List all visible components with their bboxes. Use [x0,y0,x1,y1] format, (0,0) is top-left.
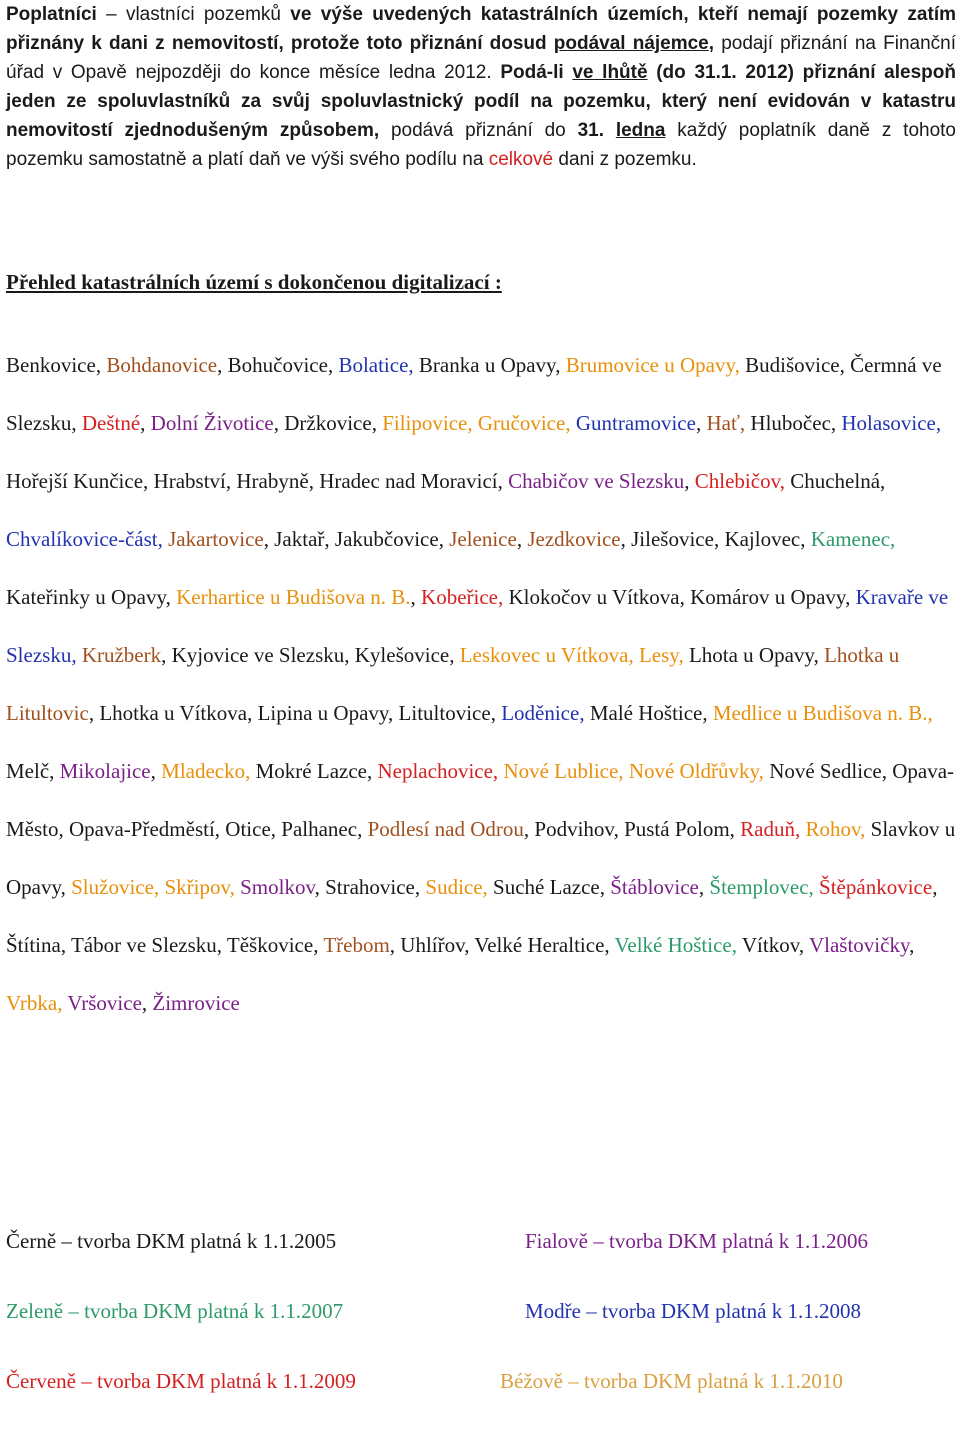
cadastral-area-name: Kravaře ve Slezsku, [6,585,949,667]
cadastral-area-name: Filipovice, [382,411,473,435]
cadastral-area-name: Chuchelná [790,469,881,493]
cadastral-area-name: Lhota u Opavy [688,643,814,667]
cadastral-area-name: Kajlovec [724,527,801,551]
cadastral-area-name: Budišovice [745,353,840,377]
legend-row [6,1229,956,1299]
cadastral-area-name: Kerhartice u Budišova n. B. [176,585,411,609]
cadastral-area-name: Komárov u Opavy [690,585,846,609]
cadastral-area-name: Malé Hoštice [589,701,703,725]
cadastral-area-name: Kružberk [81,643,162,667]
cadastral-area-name: Vítkov [741,933,799,957]
cadastral-area-name: Kamenec, [810,527,896,551]
cadastral-area-name: Hrabyně [236,469,309,493]
cadastral-area-list: Benkovice, Bohdanovice, Bohučovice, Bolatice, Branka u Opavy, Brumovice u Opavy, Budišovice, Čermná ve Slezsku, Deštné, Dolní Životice, Držkovice, Filipovice, Gručovice, Guntramovice, Hať, Hlubočec, Holasovice, Hořejší Kunčice, Hrabství, Hrabyně, Hradec nad Moravicí, Chabičov ve Slezsku, Chlebičov, Chuchelná, Chvalíkovice-část, Jakartovice, Jaktař, Jakubčovice, Jelenice, Jezdkovice, Jilešovice, Kajlovec, Kamenec, Kateřinky u Opavy, Kerhartice u Budišova n. B., Kobeřice, Klokočov u Vítkova, Komárov u Opavy, Kravaře ve Slezsku, Kružberk, Kyjovice ve Slezsku, Kylešovice, Leskovec u Vítkova, Lesy, Lhota u Opavy, Lhotka u Litultovic, Lhotka u Vítkova, Lipina u Opavy, Litultovice, Loděnice, Malé Hoštice, Medlice u Budišova n. B., Melč, Mikolajice, Mladecko, Mokré Lazce, Neplachovice, Nové Lublice, Nové Oldřůvky, Nové Sedlice, Opava-Město, Opava-Předměstí, Otice, Palhanec, Podlesí nad Odrou, Podvihov, Pustá Polom, Raduň, Rohov, Slavkov u Opavy, Služovice, Skřipov, Smolkov, Strahovice, Sudice, Suché Lazce, Štáblovice, Štemplovec, Štěpánkovice, Štítina, Tábor ve Slezsku, Těškovice, Třebom, Uhlířov, Velké Heraltice, Velké Hoštice, Vítkov, Vlaštovičky, Vrbka, Vršovice, Žimrovice [6,353,956,1015]
cadastral-area-name: Štítina [6,933,61,957]
intro-text-segment: dani z pozemku. [553,149,697,170]
legend-entry: Zeleně – tvorba DKM platná k 1.1.2007 [6,1299,344,1323]
cadastral-area-name: Hradec nad Moravicí [319,469,498,493]
cadastral-area-name: Opava-Předměstí [69,817,215,841]
intro-text-segment: Podá-li [500,62,573,83]
cadastral-area-name: Mladecko, [161,759,251,783]
cadastral-area-name: Chlebičov, [694,469,785,493]
cadastral-area-name: Podvihov [534,817,614,841]
intro-text-segment: podával nájemce [553,33,709,54]
cadastral-area-name: Jaktař [274,527,325,551]
intro-text-segment: – vlastníci pozemků [96,4,291,25]
cadastral-area-name: Vršovice [67,991,142,1015]
intro-text-segment: každý poplatník daně z tohoto pozemku samostatně a platí daň ve výši svého podílu na [6,120,956,170]
cadastral-area-name: Bohdanovice [106,353,218,377]
legend-entry: Černě – tvorba DKM platná k 1.1.2005 [6,1229,337,1253]
cadastral-area-name: Gručovice, [477,411,571,435]
cadastral-area-name: Služovice, [71,875,160,899]
cadastral-area-name: Palhanec [281,817,358,841]
cadastral-area-name: Kobeřice, [421,585,504,609]
intro-text-segment: 31. [577,120,616,141]
document-page [6,0,957,1393]
cadastral-area-name: Štáblovice [610,875,699,899]
cadastral-area-name: Chvalíkovice-část, [6,527,163,551]
intro-text-segment: celkové [488,149,554,170]
cadastral-area-name: Jakartovice [168,527,264,551]
cadastral-area-name: Čermná ve Slezsku [6,353,942,435]
cadastral-area-name: Branka u Opavy [418,353,556,377]
cadastral-area-name: Velké Hoštice, [614,933,737,957]
cadastral-area-name: Holasovice, [841,411,942,435]
cadastral-area-name: Litultovice [398,701,491,725]
cadastral-area-name: Jezdkovice [527,527,621,551]
cadastral-area-name: Jilešovice [631,527,714,551]
cadastral-area-name: Nové Sedlice [769,759,882,783]
cadastral-area-name: Vrbka, [6,991,63,1015]
cadastral-area-name: Melč [6,759,50,783]
cadastral-area-name: Kylešovice [354,643,450,667]
intro-text-segment: (do 31.1. 2012) přiznání alespoň jeden ze spoluvlastníků za svůj spoluvlastnický podíl na pozemku, který není evidován v katastru nemovitostí zjednodušeným způsobem, [6,62,956,141]
cadastral-area-name: Pustá Polom [624,817,730,841]
cadastral-area-name: Nové Oldřůvky, [628,759,764,783]
intro-text-segment: ve výše uvedených katastrálních územích, kteří nemají pozemky zatím přiznány k dani z nemovitostí, protože toto přiznání dosud [6,4,956,54]
intro-text-segment: ledna [615,120,666,141]
cadastral-area-name: Držkovice [284,411,372,435]
cadastral-area-name: Brumovice u Opavy, [565,353,740,377]
cadastral-area-name: Leskovec u Vítkova, [459,643,634,667]
intro-text-segment: Poplatníci [6,4,97,25]
cadastral-area-name: Bohučovice [227,353,328,377]
cadastral-area-name: Neplachovice, [377,759,499,783]
cadastral-area-name: Podlesí nad Odrou [367,817,524,841]
intro-paragraph [6,0,956,174]
color-legend [6,1229,956,1439]
cadastral-area-name: Bolatice, [338,353,414,377]
cadastral-area-name: Opava-Město [6,759,955,841]
cadastral-area-name: Štemplovec, [709,875,814,899]
cadastral-area-name: Štěpánkovice [819,875,933,899]
cadastral-area-name: Jelenice [449,527,517,551]
cadastral-area-name: Hrabství [153,469,226,493]
cadastral-area-name: Loděnice, [501,701,585,725]
cadastral-area-name: Kyjovice ve Slezsku [171,643,345,667]
cadastral-area-name: Uhlířov [400,933,465,957]
cadastral-area-name: Lipina u Opavy [257,701,389,725]
cadastral-area-name: Vlaštovičky [808,933,910,957]
cadastral-area-name: Hlubočec [750,411,831,435]
legend-entry: Červeně – tvorba DKM platná k 1.1.2009 [6,1369,356,1393]
intro-text-segment: podává přiznání do [379,120,578,141]
legend-entry: Fialově – tvorba DKM platná k 1.1.2006 [525,1229,868,1253]
legend-entry: Béžově – tvorba DKM platná k 1.1.2010 [500,1369,843,1393]
cadastral-area-name: Hať, [706,411,746,435]
cadastral-area-name: Chabičov ve Slezsku [508,469,685,493]
cadastral-area-name: Medlice u Budišova n. B., [712,701,933,725]
cadastral-area-name: Hořejší Kunčice [6,469,144,493]
section-heading: Přehled katastrálních území s dokončenou digitalizací : [6,270,502,294]
legend-row [6,1299,956,1369]
intro-text-segment: ve lhůtě [572,62,648,83]
cadastral-area-name: Skřipov, [164,875,235,899]
cadastral-area-name: Jakubčovice [334,527,439,551]
intro-text-segment: , [708,33,722,54]
cadastral-area-name: Třebom [323,933,390,957]
cadastral-area-name: Lesy, [638,643,684,667]
cadastral-area-name: Velké Heraltice [474,933,605,957]
cadastral-area-name: Smolkov [240,875,315,899]
cadastral-area-name: Sudice, [425,875,488,899]
legend-entry: Modře – tvorba DKM platná k 1.1.2008 [525,1299,861,1323]
cadastral-area-name: Lhotka u Vítkova [99,701,248,725]
cadastral-area-name: Klokočov u Vítkova [508,585,680,609]
cadastral-area-name: Kateřinky u Opavy [6,585,166,609]
cadastral-area-name: Suché Lazce [493,875,600,899]
intro-text-segment: podají přiznání na Finanční úřad v Opavě nejpozději do konce měsíce ledna 2012. [6,33,957,83]
cadastral-area-name: Guntramovice [575,411,696,435]
cadastral-area-name: Raduň, [740,817,801,841]
cadastral-area-name: Rohov, [805,817,866,841]
cadastral-area-name: Žimrovice [152,991,240,1015]
cadastral-area-name: Mokré Lazce [255,759,367,783]
cadastral-area-name: Slavkov u Opavy [6,817,956,899]
cadastral-area-name: Dolní Životice [150,411,274,435]
cadastral-area-name: Otice [225,817,271,841]
cadastral-area-name: Mikolajice [59,759,151,783]
cadastral-area-name: Deštné [81,411,141,435]
cadastral-area-name: Těškovice [226,933,314,957]
cadastral-area-name: Tábor ve Slezsku [70,933,217,957]
cadastral-area-name: Benkovice [6,353,96,377]
cadastral-area-name: Lhotka u Litultovic [6,643,900,725]
cadastral-area-name: Strahovice [325,875,415,899]
legend-row [6,1369,956,1439]
cadastral-area-name: Nové Lublice, [503,759,624,783]
